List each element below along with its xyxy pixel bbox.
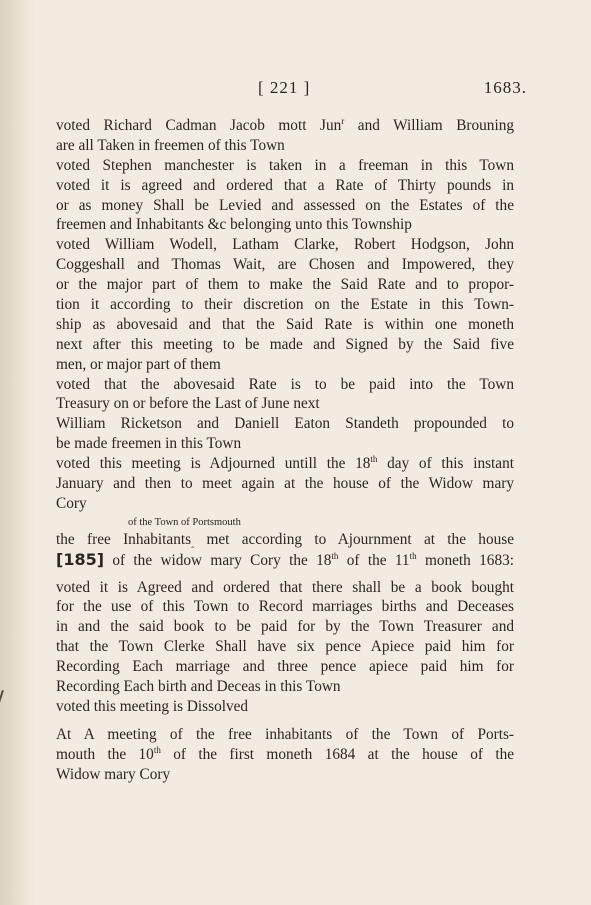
text-line: ship as abovesaid and that the Said Rate is within one moneth xyxy=(56,315,514,333)
page-number: [ 221 ] xyxy=(258,78,311,97)
text-line: At A meeting of the free inhabitants of the Town of Ports- xyxy=(56,725,514,743)
text-line: [185] of the widow mary Cory the 18th of the 11th moneth 1683: xyxy=(56,549,514,569)
text-line: voted it is Agreed and ordered that there shall be a book bought xyxy=(56,578,514,596)
page-gutter-shadow xyxy=(0,0,36,905)
text-line: Recording Each birth and Deceas in this Town xyxy=(56,678,341,696)
text-line: voted William Wodell, Latham Clarke, Robert Hodgson, John xyxy=(56,236,514,254)
text-line: mouth the 10th of the first moneth 1684 at the house of the xyxy=(56,744,515,763)
text-line: William Ricketson and Daniell Eaton Standeth propounded to xyxy=(56,415,514,433)
caret-mark: ‸ xyxy=(191,537,195,548)
text-line: voted that the abovesaid Rate is to be paid into the Town xyxy=(56,375,514,393)
text-line: in and the said book to be paid for by the Town Treasurer and xyxy=(56,618,514,636)
body-text xyxy=(56,116,514,785)
text-line: voted Richard Cadman Jacob mott Jun$^r$ and William Brouning xyxy=(56,116,514,134)
text-line: voted Stephen manchester is taken in a freeman in this Town xyxy=(56,156,514,174)
text-line: the free Inhabitants$_‸$ met according to Ajournment at the house xyxy=(56,530,514,548)
text-line: next after this meeting to be made and Signed by the Said five xyxy=(56,335,514,353)
header-year: 1683. xyxy=(483,78,527,97)
text-line: tion it according to their discretion on the Estate in this Town- xyxy=(56,296,514,314)
paragraph-block-2 xyxy=(56,578,514,717)
text-line: voted this meeting is Adjourned untill the 18th day of this instant xyxy=(56,454,514,473)
text-line: voted it is agreed and ordered that a Rate of Thirty pounds in xyxy=(56,176,514,194)
paragraph-block-3 xyxy=(56,725,514,785)
text-line: are all Taken in freemen of this Town xyxy=(56,136,285,154)
interlinear-insertion: of the Town of Portsmouth xyxy=(128,516,241,528)
manuscript-page-reference: [185] xyxy=(56,549,105,569)
text-line: Widow mary Cory xyxy=(56,765,171,783)
text-line: Coggeshall and Thomas Wait, are Chosen and Impowered, they xyxy=(56,256,514,274)
running-header xyxy=(56,78,527,104)
text-line: Cory xyxy=(56,494,87,512)
text-line: men, or major part of them xyxy=(56,355,221,373)
text-line: January and then to meet again at the house of the Widow mary xyxy=(56,475,514,493)
text-line: be made freemen in this Town xyxy=(56,435,242,453)
text-line: or the major part of them to make the Said Rate and to propor- xyxy=(56,276,514,294)
text-line: freemen and Inhabitants &c belonging unto this Township xyxy=(56,216,412,234)
text-line: Recording Each marriage and three pence apiece paid him for xyxy=(56,658,514,676)
text-line: that the Town Clerke Shall have six pence Apiece paid him for xyxy=(56,638,514,656)
text-line: Treasury on or before the Last of June next xyxy=(56,395,320,413)
text-line: or as money Shall be Levied and assessed on the Estates of the xyxy=(56,196,514,214)
paragraph-block-1 xyxy=(56,116,514,514)
text-line: voted this meeting is Dissolved xyxy=(56,697,249,715)
text-line: for the use of this Town to Record marriages births and Deceases xyxy=(56,598,514,616)
